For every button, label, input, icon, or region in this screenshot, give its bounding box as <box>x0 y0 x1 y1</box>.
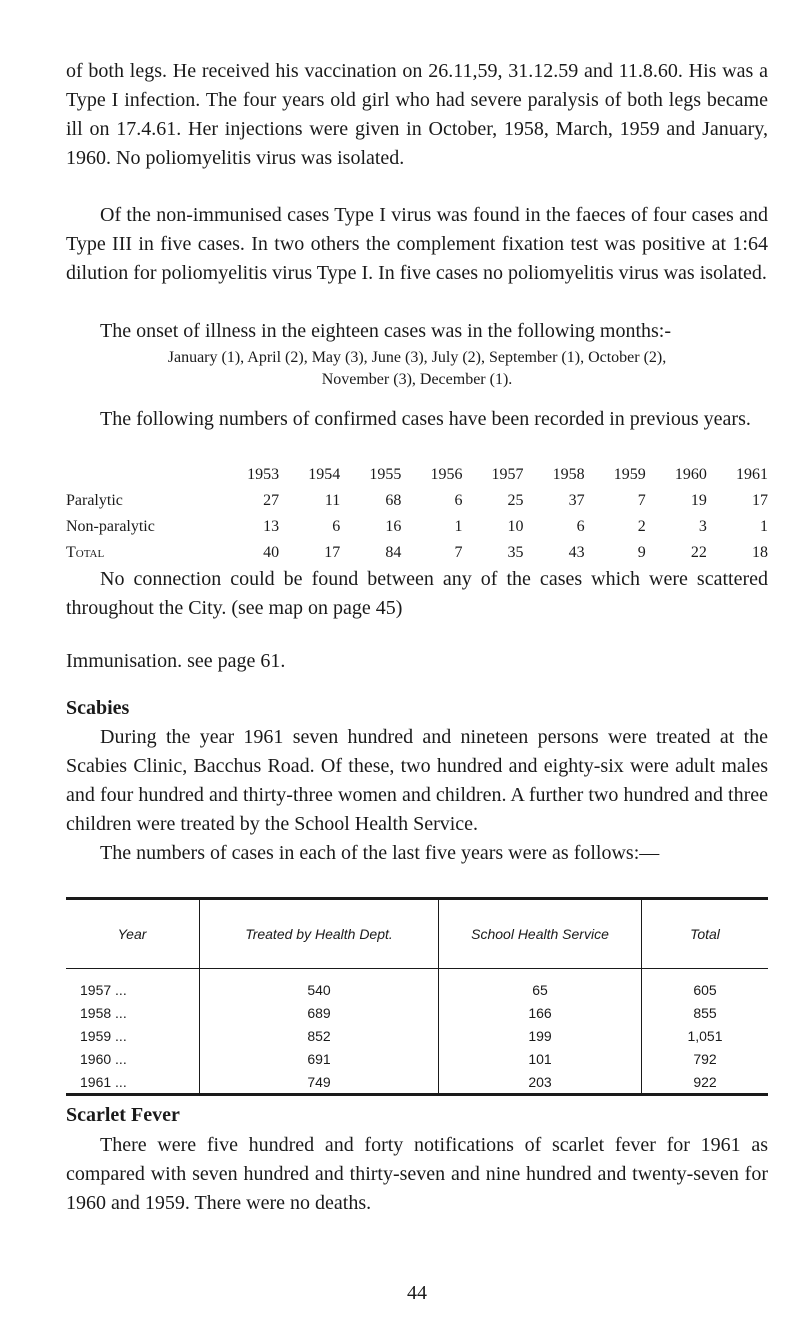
year-cell: 1958 ... <box>80 1004 127 1021</box>
year-cell: 1953 <box>247 466 280 483</box>
value-cell: 27 <box>263 492 280 509</box>
value-cell: 852 <box>200 1024 439 1047</box>
value-cell: 203 <box>439 1070 642 1095</box>
value-cell: 17 <box>752 492 768 509</box>
value-cell: 749 <box>200 1070 439 1095</box>
polio-paragraph-2: Of the non-immunised cases Type I virus was found in the faeces of four cases and Type III in five cases. In two others the complement fixation test was positive at 1:64 dilution for poliomyelitis virus Type I. In five cases no poliomyelitis virus was isolated. <box>66 204 768 284</box>
header-year: Year <box>66 899 200 969</box>
value-cell: 199 <box>439 1024 642 1047</box>
year-cell: 1959 ... <box>80 1027 127 1044</box>
table-row <box>66 1024 768 1047</box>
table-row <box>66 1047 768 1070</box>
scarlet-fever-heading: Scarlet Fever <box>66 1104 180 1126</box>
value-cell: 9 <box>637 544 646 561</box>
scabies-paragraph-2: The numbers of cases in each of the last five years were as follows:— <box>100 842 660 864</box>
paralytic-row <box>66 488 768 514</box>
value-cell: 1 <box>454 518 463 535</box>
value-cell: 2 <box>637 518 646 535</box>
value-cell: 1,051 <box>642 1024 769 1047</box>
scabies-table <box>66 897 768 1096</box>
table-row <box>66 1070 768 1095</box>
value-cell: 7 <box>454 544 463 561</box>
years-header-row <box>66 462 768 488</box>
no-connection-paragraph: No connection could be found between any of the cases which were scattered throughout the City. (see map on page 45) <box>66 568 768 619</box>
non-paralytic-row <box>66 514 768 540</box>
value-cell: 25 <box>507 492 524 509</box>
table-row <box>66 969 768 1002</box>
value-cell: 43 <box>568 544 585 561</box>
year-cell: 1954 <box>308 466 341 483</box>
scabies-paragraph-1: During the year 1961 seven hundred and nineteen persons were treated at the Scabies Clinic, Bacchus Road. Of these, two hundred and eighty-six were adult males and four hundred and thirty-three women and children. A further two hundred and three children were treated by the School Health Service. <box>66 726 768 835</box>
value-cell: 855 <box>642 1001 769 1024</box>
value-cell: 84 <box>385 544 402 561</box>
value-cell: 16 <box>385 518 402 535</box>
value-cell: 19 <box>690 492 707 509</box>
polio-paragraph-1: of both legs. He received his vaccination on 26.11,59, 31.12.59 and 11.8.60. His was a Type I infection. The four years old girl who had severe paralysis of both legs became ill on 17.4.61. Her injections were given in October, 1958, March, 1959 and January, 1960. No poliomyelitis virus was isolated. <box>66 60 768 169</box>
year-cell: 1958 <box>552 466 585 483</box>
year-cell: 1957 <box>491 466 524 483</box>
scarlet-fever-paragraph: There were five hundred and forty notifications of scarlet fever for 1961 as compared with seven hundred and thirty-seven and nine hundred and twenty-seven for 1960 and 1959. There were no deaths. <box>66 1134 768 1214</box>
row-label: Total <box>66 544 105 561</box>
onset-paragraph: The onset of illness in the eighteen cases was in the following months:- <box>100 320 671 342</box>
year-cell: 1960 <box>674 466 707 483</box>
year-cell: 1959 <box>613 466 646 483</box>
value-cell: 1 <box>760 518 768 535</box>
value-cell: 37 <box>568 492 585 509</box>
row-label: Paralytic <box>66 492 123 509</box>
value-cell: 10 <box>507 518 524 535</box>
value-cell: 7 <box>637 492 646 509</box>
value-cell: 540 <box>200 969 439 1002</box>
page-number: 44 <box>407 1282 427 1304</box>
year-cell: 1957 ... <box>80 981 127 998</box>
year-cell: 1961 <box>736 466 768 483</box>
value-cell: 65 <box>439 969 642 1002</box>
year-cell: 1960 ... <box>80 1050 127 1067</box>
value-cell: 35 <box>507 544 524 561</box>
value-cell: 6 <box>332 518 341 535</box>
value-cell: 691 <box>200 1047 439 1070</box>
header-health-dept: Treated by Health Dept. <box>200 899 439 969</box>
scabies-heading: Scabies <box>66 697 130 719</box>
value-cell: 18 <box>752 544 768 561</box>
header-total: Total <box>642 899 769 969</box>
value-cell: 166 <box>439 1001 642 1024</box>
value-cell: 922 <box>642 1070 769 1095</box>
months-line-1: January (1), April (2), May (3), June (3), July (2), September (1), October (2), <box>167 349 667 366</box>
immunisation-line: Immunisation. see page 61. <box>66 650 286 672</box>
year-cell: 1961 ... <box>80 1073 127 1090</box>
value-cell: 17 <box>324 544 341 561</box>
header-school-health: School Health Service <box>439 899 642 969</box>
months-list <box>66 347 768 391</box>
year-cell: 1955 <box>369 466 402 483</box>
value-cell: 68 <box>385 492 402 509</box>
value-cell: 6 <box>576 518 585 535</box>
previous-years-paragraph: The following numbers of confirmed cases have been recorded in previous years. <box>100 408 751 430</box>
value-cell: 40 <box>263 544 280 561</box>
value-cell: 689 <box>200 1001 439 1024</box>
year-cell: 1956 <box>430 466 463 483</box>
value-cell: 3 <box>698 518 707 535</box>
scabies-header-row <box>66 899 768 969</box>
value-cell: 11 <box>324 492 341 509</box>
row-label: Non-paralytic <box>66 518 155 535</box>
value-cell: 6 <box>454 492 463 509</box>
months-line-2: November (3), December (1). <box>321 371 513 388</box>
table-row <box>66 1001 768 1024</box>
value-cell: 13 <box>263 518 280 535</box>
value-cell: 792 <box>642 1047 769 1070</box>
value-cell: 605 <box>642 969 769 1002</box>
value-cell: 101 <box>439 1047 642 1070</box>
total-row <box>66 540 768 566</box>
confirmed-cases-table <box>66 462 768 566</box>
value-cell: 22 <box>690 544 707 561</box>
